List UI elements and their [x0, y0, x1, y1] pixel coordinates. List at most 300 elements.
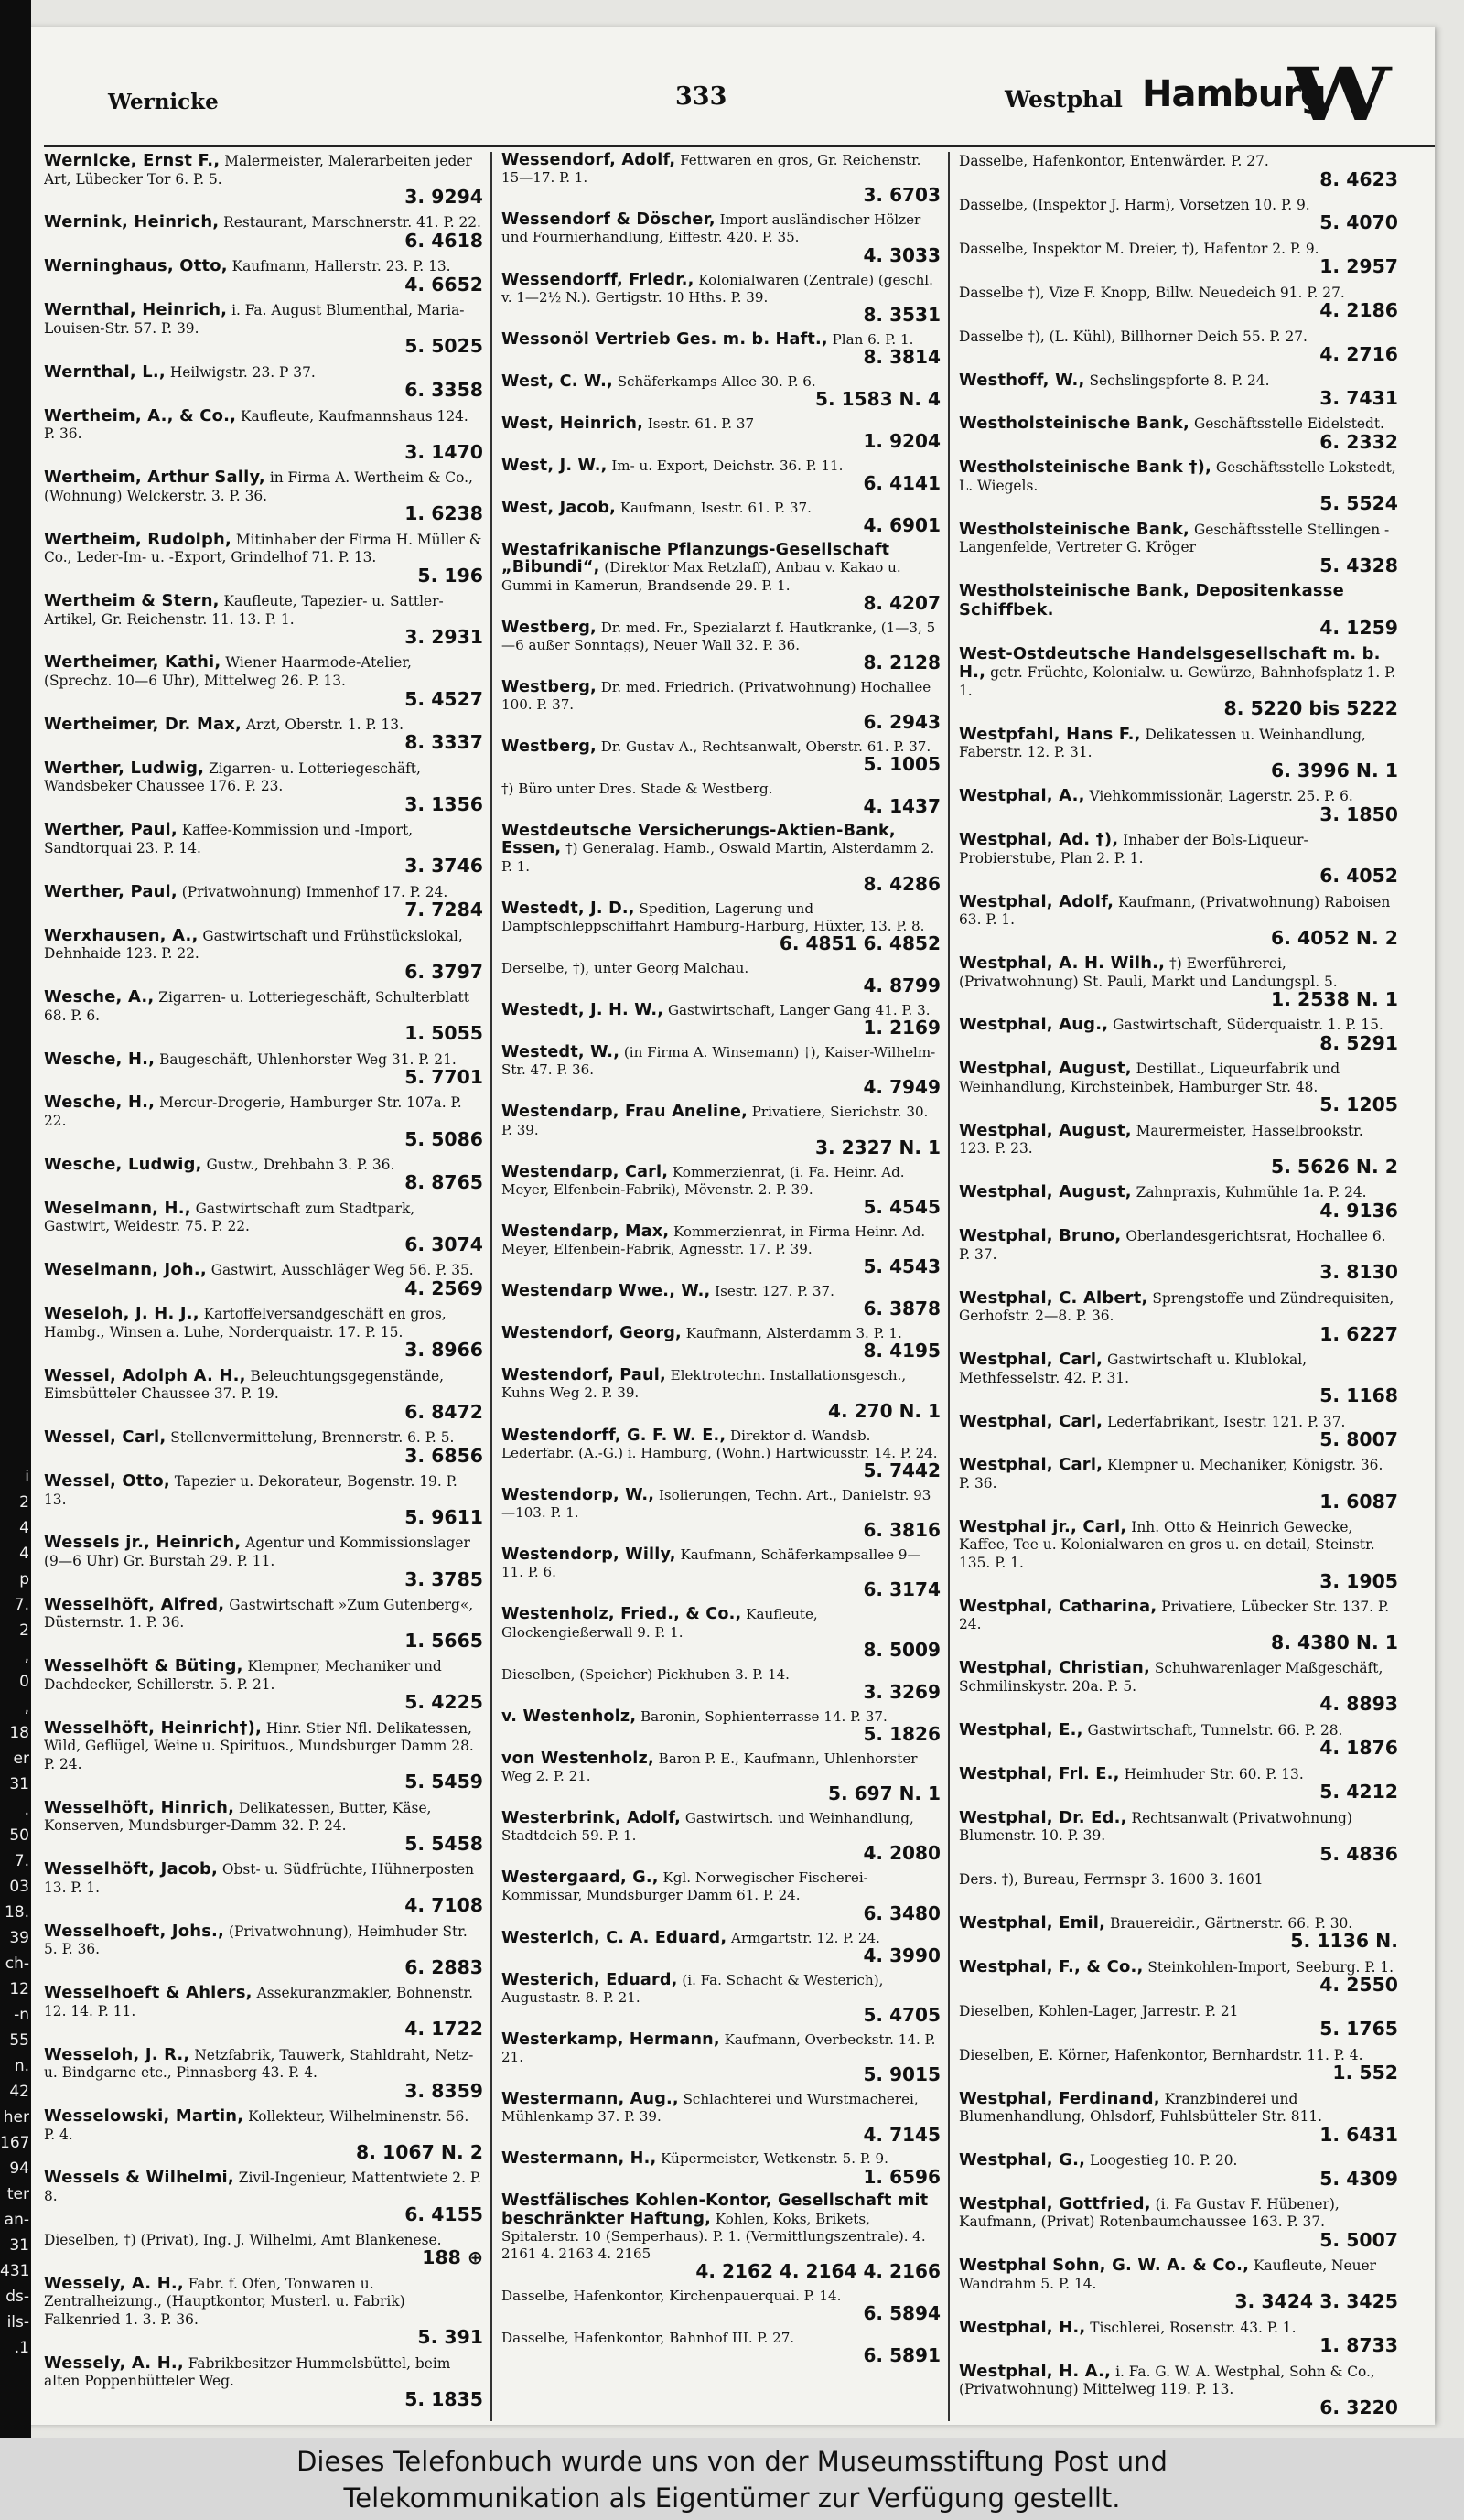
directory-entry — [501, 2330, 941, 2367]
entry-description: Inh. Otto & Heinrich Gewecke, Kaffee, Tee u. Kolonialwaren en gros u. en detail, Steinstr. 135. P. 1. — [959, 1518, 1375, 1571]
directory-entry — [44, 2354, 483, 2409]
directory-entry — [501, 1869, 941, 1922]
entry-phone-number: 3. 2327 N. 1 — [815, 1136, 941, 1158]
directory-entry — [44, 2231, 483, 2267]
entry-phone-number: 8. 4207 — [863, 591, 941, 614]
directory-entry — [501, 1546, 941, 1599]
entry-description: Baugeschäft, Uhlenhorster Weg 31. P. 21. — [159, 1050, 457, 1068]
entry-name: Wertheim & Stern, — [44, 590, 220, 610]
entry-name: West, Heinrich, — [501, 414, 643, 433]
directory-entry — [501, 372, 941, 411]
header-rule — [44, 145, 1435, 147]
entry-description: Oberlandesgerichtsrat, Hochallee 6. P. 37. — [959, 1228, 1386, 1263]
directory-entry — [44, 213, 483, 250]
header-letter: W — [1288, 51, 1392, 137]
entry-description: (Direktor Max Retzlaff), Anbau v. Kakao u. Gummi in Kamerun, Brandsende 29. P. 1. — [501, 559, 901, 594]
margin-fragment: an- — [4, 2211, 29, 2229]
directory-entry — [959, 196, 1398, 232]
directory-entry — [501, 1283, 941, 1318]
entry-phone-number: 5. 7442 — [863, 1459, 941, 1481]
entry-description: Arzt, Oberstr. 1. P. 13. — [245, 716, 404, 733]
entry-phone-number: 6. 2943 — [863, 711, 941, 734]
entry-phone-number: 8. 3337 — [404, 731, 483, 754]
directory-entry — [959, 1809, 1398, 1864]
entry-name: Wernicke, Ernst F., — [44, 152, 221, 170]
entry-phone-number: 5. 697 N. 1 — [828, 1782, 941, 1805]
entry-description: Kaufmann, Overbeckstr. 14. P. 21. — [501, 2030, 936, 2066]
entry-name: Westberg, — [501, 677, 597, 696]
directory-entry — [44, 1093, 483, 1148]
entry-description: (Privatwohnung), Heimhuder Str. 5. P. 36. — [44, 1922, 468, 1958]
entry-name: Westphal, Adolf, — [959, 891, 1114, 911]
entry-description: Gastwirtschaft, Tunnelstr. 66. P. 28. — [1087, 1721, 1343, 1739]
margin-fragment: 2 — [19, 1493, 29, 1512]
directory-entry — [959, 1598, 1398, 1653]
entry-description: Kaufmann, Hallerstr. 23. P. 13. — [231, 258, 451, 275]
entry-phone-number: 1. 6087 — [1319, 1490, 1398, 1513]
entry-phone-number: 5. 4543 — [863, 1255, 941, 1278]
entry-description: Gustw., Drehbahn 3. P. 36. — [206, 1156, 395, 1173]
entry-name: Westafrikanische Pflanzungs-Gesellschaft „Bibundi“, — [501, 541, 890, 577]
directory-entry — [959, 1289, 1398, 1344]
entry-description: in Firma A. Wertheim & Co., (Wohnung) Welckerstr. 3. P. 36. — [44, 469, 473, 504]
entry-phone-number: 5. 1765 — [1319, 2018, 1398, 2041]
entry-description: Kaufmann, Isestr. 61. P. 37. — [619, 500, 812, 517]
entry-description: Fettwaren en gros, Gr. Reichenstr. 15—17. P. 1. — [501, 152, 921, 187]
directory-entry — [44, 531, 483, 586]
entry-description: Armgartstr. 12. P. 24. — [731, 1929, 880, 1946]
entry-name: Wernthal, L., — [44, 361, 166, 382]
entry-phone-number: 3. 8359 — [404, 2079, 483, 2102]
entry-phone-number: 3. 1356 — [404, 792, 483, 815]
entry-description: Kaffee-Kommission und -Import, Sandtorquai 23. P. 14. — [44, 822, 414, 856]
directory-entry — [959, 1227, 1398, 1282]
directory-entry — [959, 2151, 1398, 2188]
entry-description: Dasselbe, Hafenkontor, Entenwärder. P. 27. — [959, 153, 1269, 169]
entry-description: Agentur und Kommissionslager (9—6 Uhr) Gr. Burstah 29. P. 11. — [44, 1535, 470, 1569]
entry-phone-number: 6. 3996 N. 1 — [1271, 759, 1398, 781]
entry-name: Wesche, Ludwig, — [44, 1154, 202, 1174]
margin-fragment: her — [3, 2108, 29, 2127]
entry-description: Kaufleute, Neuer Wandrahm 5. P. 14. — [959, 2257, 1376, 2292]
entry-description: Kaufleute, Tapezier- u. Sattler-Artikel, Gr. Reichenstr. 11. 13. P. 1. — [44, 592, 444, 628]
entry-phone-number: 5. 9015 — [863, 2063, 941, 2086]
entry-name: Werxhausen, A., — [44, 925, 199, 945]
entry-name: Wessonöl Vertrieb Ges. m. b. Haft., — [501, 329, 828, 349]
directory-entry — [501, 823, 941, 893]
entry-name: Westendorp, Willy, — [501, 1545, 676, 1565]
directory-entry — [959, 2195, 1398, 2250]
entry-description: Dasselbe, Inspektor M. Dreier, †), Hafentor 2. P. 9. — [959, 240, 1319, 257]
entry-name: Westphal, August, — [959, 1059, 1132, 1079]
entry-phone-number: 4. 2569 — [404, 1276, 483, 1299]
entry-phone-number: 4. 1259 — [1319, 617, 1398, 640]
directory-entry — [501, 1487, 941, 1540]
entry-description: Dieselben, E. Körner, Hafenkontor, Bernhardstr. 11. P. 4. — [959, 2046, 1363, 2063]
entry-phone-number: 4. 2550 — [1319, 1974, 1398, 1997]
entry-phone-number: 5. 5626 N. 2 — [1271, 1155, 1398, 1178]
directory-entry — [44, 1200, 483, 1255]
entry-name: Westenholz, Fried., & Co., — [501, 1605, 742, 1624]
entry-phone-number: 6. 3358 — [404, 379, 483, 402]
directory-entry — [959, 458, 1398, 513]
entry-phone-number: 8. 2128 — [863, 651, 941, 673]
entry-phone-number: 6. 8472 — [404, 1400, 483, 1423]
entry-description: Brauereidir., Gärtnerstr. 66. P. 30. — [1110, 1914, 1353, 1932]
directory-entry — [501, 331, 941, 366]
margin-fragment: -n — [14, 2006, 29, 2024]
entry-description: Viehkommissionär, Lagerstr. 25. P. 6. — [1089, 788, 1353, 805]
entry-phone-number: 4. 8893 — [1319, 1693, 1398, 1716]
entry-name: Westerich, C. A. Eduard, — [501, 1928, 727, 1947]
directory-entry — [501, 1810, 941, 1863]
directory-entry — [44, 716, 483, 752]
entry-name: Westerbrink, Adolf, — [501, 1809, 682, 1827]
directory-entry — [44, 152, 483, 207]
directory-entry — [44, 883, 483, 920]
directory-entry — [959, 1958, 1398, 1995]
entry-phone-number: 3. 8966 — [404, 1339, 483, 1362]
entry-name: Wesselhöft, Jacob, — [44, 1859, 219, 1879]
entry-phone-number: 8. 4286 — [863, 872, 941, 895]
entry-phone-number: 5. 8007 — [1319, 1428, 1398, 1451]
entry-description: †) Ewerführerei, (Privatwohnung) St. Pauli, Markt und Landungspl. 5. — [959, 954, 1338, 990]
directory-entry — [501, 1164, 941, 1217]
entry-phone-number: 5. 4328 — [1319, 554, 1398, 576]
header-city: Hamburg — [1142, 73, 1326, 115]
directory-entry — [959, 1659, 1398, 1714]
entry-phone-number: 6. 4155 — [404, 2202, 483, 2225]
directory-entry — [501, 152, 941, 205]
entry-name: Wessel, Carl, — [44, 1427, 167, 1448]
entry-description: Kommerzienrat, (i. Fa. Heinr. Ad. Meyer, Elfenbein-Fabrik), Mövenstr. 2. P. 39. — [501, 1163, 905, 1198]
entry-name: Westerkamp, Hermann, — [501, 2030, 720, 2049]
entry-name: Wessely, A. H., — [44, 2353, 184, 2373]
margin-fragment: .1 — [14, 2339, 29, 2357]
entry-phone-number: 6. 3074 — [404, 1233, 483, 1255]
entry-name: Wesselhöft, Heinrich†), — [44, 1718, 262, 1738]
entry-description: Kaufmann, Schäferkampsallee 9—11. P. 6. — [501, 1546, 921, 1581]
directory-entry — [959, 2046, 1398, 2083]
entry-name: Wessel, Adolph A. H., — [44, 1365, 246, 1385]
entry-phone-number: 5. 4309 — [1319, 2167, 1398, 2190]
margin-fragment: n. — [14, 2057, 29, 2075]
directory-entry — [44, 1305, 483, 1360]
directory-entry — [44, 407, 483, 462]
entry-description: Obst- u. Südfrüchte, Hühnerposten 13. P. 1. — [44, 1861, 474, 1896]
entry-phone-number: 4. 2716 — [1319, 343, 1398, 366]
entry-description: Delikatessen u. Weinhandlung, Faberstr. 12. P. 31. — [959, 726, 1366, 761]
entry-phone-number: 1. 6227 — [1319, 1322, 1398, 1345]
margin-fragment: , — [24, 1698, 29, 1717]
entry-description: Schäferkamps Allee 30. P. 6. — [617, 372, 816, 390]
margin-fragment: i — [25, 1468, 29, 1486]
entry-description: Inhaber der Bols-Liqueur-Probierstube, Plan 2. P. 1. — [959, 832, 1308, 867]
entry-description: Klempner, Mechaniker und Dachdecker, Schillerstr. 5. P. 21. — [44, 1658, 442, 1693]
margin-fragment: ils- — [6, 2313, 29, 2332]
entry-name: Wesche, H., — [44, 1049, 156, 1069]
directory-entry — [501, 2192, 941, 2283]
directory-column-3 — [959, 152, 1398, 2421]
entry-description: Elektrotechn. Installationsgesch., Kuhns Weg 2. P. 39. — [501, 1367, 907, 1402]
entry-description: getr. Früchte, Kolonialw. u. Gewürze, Bahnhofsplatz 1. P. 1. — [959, 664, 1396, 699]
directory-entry — [959, 726, 1398, 781]
entry-phone-number: 1. 2169 — [863, 1017, 941, 1039]
entry-phone-number: 6. 3878 — [863, 1298, 941, 1320]
directory-entry — [44, 1799, 483, 1854]
entry-phone-number: 6. 4052 — [1319, 865, 1398, 888]
entry-description: Kohlen, Koks, Brikets, Spitalerstr. 10 (Semperhaus). P. 1. (Vermittlungszentrale). 4. 2161 4. 2163 4. 2165 — [501, 2210, 926, 2263]
entry-name: Wessel, Otto, — [44, 1470, 170, 1491]
margin-fragment: 03 — [9, 1878, 29, 1896]
entry-name: Westendarp, Frau Aneline, — [501, 1103, 748, 1122]
entry-description: Gastwirtschaft zum Stadtpark, Gastwirt, Weidestr. 75. P. 22. — [44, 1200, 415, 1235]
directory-entry — [44, 2169, 483, 2224]
entry-name: Westendorff, G. F. W. E., — [501, 1426, 727, 1445]
directory-entry — [44, 821, 483, 876]
directory-entry — [501, 900, 941, 953]
directory-entry — [501, 542, 941, 612]
entry-name: Westphal, August, — [959, 1120, 1132, 1140]
entry-description: Wiener Haarmode-Atelier, (Sprechz. 10—6 Uhr), Mittelweg 26. P. 13. — [44, 654, 412, 689]
entry-name: Westendorp, W., — [501, 1485, 655, 1504]
directory-entry — [959, 2319, 1398, 2355]
entry-phone-number: 1. 552 — [1332, 2062, 1398, 2084]
entry-description: Privatiere, Lübecker Str. 137. P. 24. — [959, 1598, 1390, 1633]
entry-name: Wessendorf & Döscher, — [501, 210, 716, 230]
directory-entry — [959, 1721, 1398, 1758]
entry-name: Westphal jr., Carl, — [959, 1516, 1127, 1536]
entry-description: Kolonialwaren (Zentrale) (geschl. v. 1—2½ N.). Gertigstr. 10 Hths. P. 39. — [501, 271, 933, 306]
entry-description: Geschäftsstelle Eidelstedt. — [1193, 415, 1384, 433]
entry-description: Gastwirtschaft u. Klublokal, Methfesselstr. 42. P. 31. — [959, 1352, 1308, 1386]
entry-name: von Westenholz, — [501, 1749, 654, 1768]
entry-phone-number: 5. 196 — [417, 564, 483, 587]
entry-description: Kgl. Norwegischer Fischerei-Kommissar, Mundsburger Damm 61. P. 24. — [501, 1869, 868, 1904]
entry-name: Westphal, Christian, — [959, 1658, 1150, 1678]
directory-entry — [959, 2363, 1398, 2418]
entry-description: Geschäftsstelle Lokstedt, L. Wiegels. — [959, 459, 1396, 494]
directory-entry — [44, 1261, 483, 1298]
entry-description: Kaufmann, Alsterdamm 3. P. 1. — [685, 1325, 902, 1342]
margin-fragment: 55 — [9, 2031, 29, 2050]
margin-fragment: . — [24, 1801, 29, 1819]
entry-name: West, C. W., — [501, 372, 613, 391]
entry-phone-number: 6. 3816 — [863, 1519, 941, 1542]
directory-entry — [44, 1860, 483, 1915]
directory-entry — [959, 787, 1398, 824]
entry-phone-number: 6. 3220 — [1319, 2396, 1398, 2418]
entry-phone-number: 4. 2080 — [863, 1842, 941, 1865]
entry-name: Westphal, Dr. Ed., — [959, 1807, 1127, 1827]
entry-description: Mercur-Drogerie, Hamburger Str. 107a. P. 22. — [44, 1094, 462, 1129]
entry-phone-number: 3. 8130 — [1319, 1261, 1398, 1284]
entry-description: Küpermeister, Wetkenstr. 5. P. 9. — [661, 2150, 888, 2168]
directory-entry — [501, 1104, 941, 1157]
directory-entry — [44, 1156, 483, 1192]
directory-entry — [959, 1518, 1398, 1590]
margin-fragment: 4 — [19, 1545, 29, 1563]
entry-name: Wessendorf, Adolf, — [501, 152, 676, 169]
entry-description: Mitinhaber der Firma H. Müller & Co., Leder-Im- u. -Export, Grindelhof 71. P. 13. — [44, 531, 482, 566]
scan-binding-edge — [0, 0, 31, 2438]
entry-name: Weselmann, H., — [44, 1198, 191, 1218]
entry-phone-number: 5. 5524 — [1319, 492, 1398, 515]
entry-description: Gastwirtschaft »Zum Gutenberg«, Düsternstr. 1. P. 36. — [44, 1596, 474, 1632]
entry-phone-number: 3. 3424 3. 3425 — [1234, 2290, 1398, 2313]
entry-description: Fabrikbesitzer Hummelsbüttel, beim alten Poppenbütteler Weg. — [44, 2354, 451, 2390]
margin-fragments — [0, 1464, 31, 2361]
entry-description: Fabr. f. Ofen, Tonwaren u. Zentralheizung., (Hauptkontor, Musterl. u. Fabrik) Falkenried 1. 3. P. 36. — [44, 2275, 405, 2328]
entry-phone-number: 6. 3174 — [863, 1578, 941, 1601]
entry-name: Wesche, H., — [44, 1093, 156, 1113]
entry-phone-number: 5. 1205 — [1319, 1093, 1398, 1116]
directory-entry — [959, 1016, 1398, 1052]
entry-name: Wessely, A. H., — [44, 2273, 184, 2293]
directory-entry — [501, 414, 941, 453]
directory-entry — [959, 1870, 1398, 1907]
directory-entry — [44, 301, 483, 356]
directory-entry — [959, 372, 1398, 408]
entry-description: Hinr. Stier Nfl. Delikatessen, Wild, Geflügel, Weine u. Spirituos., Mundsburger Damm 28. P. 24. — [44, 1719, 474, 1772]
entry-description: Baronin, Sophienterrasse 14. P. 37. — [640, 1707, 888, 1725]
margin-fragment: 39 — [9, 1929, 29, 1947]
entry-phone-number: 5. 1583 N. 4 — [815, 388, 941, 411]
entry-description: Im- u. Export, Deichstr. 36. P. 11. — [611, 457, 844, 474]
directory-entry — [44, 988, 483, 1043]
entry-phone-number: 6. 5891 — [863, 2344, 941, 2367]
entry-description: Gastwirtschaft, Langer Gang 41. P. 3. — [667, 1002, 931, 1019]
entry-phone-number: 4. 2162 4. 2164 4. 2166 — [695, 2260, 941, 2283]
entry-phone-number: 8. 3531 — [863, 303, 941, 326]
entry-phone-number: 4. 3990 — [863, 1944, 941, 1966]
entry-description: i. Fa. G. W. A. Westphal, Sohn & Co., (Privatwohnung) Mittelweg 119. P. 13. — [959, 2363, 1375, 2398]
entry-phone-number: 5. 391 — [417, 2326, 483, 2349]
entry-phone-number: 4. 270 N. 1 — [828, 1399, 941, 1422]
directory-entry — [959, 1914, 1398, 1951]
directory-entry — [501, 619, 941, 673]
entry-name: Wesselhöft, Hinrich, — [44, 1797, 235, 1817]
directory-entry — [959, 2256, 1398, 2311]
entry-name: Westphal, F., & Co., — [959, 1956, 1144, 1976]
directory-entry — [501, 1223, 941, 1276]
entry-phone-number: 4. 1876 — [1319, 1737, 1398, 1760]
entry-phone-number: 6. 4052 N. 2 — [1271, 926, 1398, 949]
entry-name: Westphal, H. A., — [959, 2361, 1112, 2381]
entry-description: Klempner u. Mechaniker, Königstr. 36. P. 36. — [959, 1457, 1383, 1492]
directory-entry — [44, 1472, 483, 1527]
entry-name: Westphal, A., — [959, 786, 1085, 806]
entry-name: Westedt, W., — [501, 1043, 620, 1062]
margin-fragment: er — [13, 1750, 29, 1768]
directory-entry — [44, 759, 483, 814]
margin-fragment: 167 — [0, 2134, 30, 2152]
margin-fragment: 94 — [9, 2159, 29, 2178]
entry-phone-number: 1. 8733 — [1319, 2334, 1398, 2357]
entry-description: Kollekteur, Wilhelminenstr. 56. P. 4. — [44, 2108, 469, 2143]
entry-name: Westphal, Bruno, — [959, 1226, 1122, 1246]
entry-name: Weseloh, J. H. J., — [44, 1304, 199, 1324]
entry-description: Dasselbe, Hafenkontor, Kirchenpauerquai. P. 14. — [501, 2288, 842, 2305]
entry-name: Westphal Sohn, G. W. A. & Co., — [959, 2256, 1250, 2276]
entry-name: West, Jacob, — [501, 499, 617, 518]
entry-phone-number: 5. 7701 — [404, 1066, 483, 1089]
entry-name: Westphal, A. H. Wilh., — [959, 953, 1166, 973]
entry-description: Dr. med. Friedrich. (Privatwohnung) Hochallee 100. P. 37. — [501, 678, 931, 714]
directory-entry — [44, 2275, 483, 2347]
entry-phone-number: 7. 7284 — [404, 899, 483, 921]
entry-name: Westedt, J. D., — [501, 899, 635, 918]
entry-description: Derselbe, †), unter Georg Malchau. — [501, 959, 749, 976]
entry-phone-number: 8. 1067 N. 2 — [356, 2141, 483, 2164]
entry-name: Westedt, J. H. W., — [501, 1001, 664, 1020]
entry-name: Westphal, Gottfried, — [959, 2193, 1151, 2213]
entry-phone-number: 5. 1136 N. — [1290, 1930, 1398, 1953]
entry-name: Westphal, E., — [959, 1719, 1083, 1739]
entry-name: Wesche, A., — [44, 987, 155, 1007]
entry-description: Isestr. 127. P. 37. — [715, 1283, 834, 1300]
entry-phone-number: 5. 1826 — [863, 1722, 941, 1745]
margin-fragment: 31 — [9, 1775, 29, 1793]
entry-phone-number: 5. 1005 — [863, 753, 941, 776]
entry-phone-number: 3. 6703 — [863, 184, 941, 207]
entry-name: Westphal, H., — [959, 2317, 1086, 2337]
entry-phone-number: 3. 3785 — [404, 1567, 483, 1590]
directory-entry — [501, 1606, 941, 1659]
entry-description: Dasselbe, Hafenkontor, Bahnhof III. P. 27. — [501, 2330, 795, 2347]
directory-entry — [501, 2091, 941, 2144]
directory-entry — [959, 328, 1398, 364]
entry-phone-number: 1. 2538 N. 1 — [1271, 988, 1398, 1011]
entry-name: Wesselowski, Martin, — [44, 2106, 244, 2127]
entry-name: Westermann, H., — [501, 2149, 657, 2169]
entry-name: Weselmann, Joh., — [44, 1260, 207, 1280]
entry-description: Spedition, Lagerung und Dampfschleppschiffahrt Hamburg-Harburg, Hüxter, 13. P. 8. — [501, 899, 925, 934]
entry-phone-number: 3. 3269 — [863, 1680, 941, 1703]
footer-line-2: Telekommunikation als Eigentümer zur Verfügung gestellt. — [343, 2482, 1121, 2514]
directory-entry — [959, 284, 1398, 320]
entry-phone-number: 5. 5007 — [1319, 2229, 1398, 2252]
entry-description: Zahnpraxis, Kuhmühle 1a. P. 24. — [1136, 1184, 1367, 1201]
entry-phone-number: 3. 1850 — [1319, 802, 1398, 825]
entry-description: Assekuranzmakler, Bohnenstr. 12. 14. P. 11. — [44, 1985, 474, 2019]
entry-phone-number: 1. 2957 — [1319, 255, 1398, 278]
entry-description: Schlachterei und Wurstmacherei, Mühlenkamp 37. P. 39. — [501, 2091, 919, 2126]
directory-entry — [501, 211, 941, 264]
margin-fragment: 18. — [4, 1903, 29, 1922]
directory-entry — [501, 2149, 941, 2188]
entry-description: Rechtsanwalt (Privatwohnung) Blumenstr. 10. P. 39. — [959, 1809, 1352, 1845]
footer-line-1: Dieses Telefonbuch wurde uns von der Museumsstiftung Post und — [296, 2446, 1168, 2477]
entry-description: Dr. Gustav A., Rechtsanwalt, Oberstr. 61. P. 37. — [600, 738, 931, 756]
directory-column-1 — [44, 152, 483, 2421]
directory-column-2 — [501, 152, 941, 2421]
entry-description: Kaufmann, (Privatwohnung) Raboisen 63. P. 1. — [959, 893, 1391, 929]
entry-description: Dieselben, Kohlen-Lager, Jarrestr. P. 21 — [959, 2002, 1239, 2019]
entry-name: Westphal, Carl, — [959, 1350, 1103, 1370]
entry-description: Privatiere, Sierichstr. 30. P. 39. — [501, 1104, 929, 1138]
entry-name: Westendorf, Georg, — [501, 1324, 682, 1343]
entry-name: Westphal, Carl, — [959, 1411, 1103, 1431]
entry-phone-number: 1. 6596 — [863, 2165, 941, 2188]
directory-entry — [501, 272, 941, 325]
entry-description: Tapezier u. Dekorateur, Bogenstr. 19. P. 13. — [44, 1472, 458, 1508]
entry-name: Westermann, Aug., — [501, 2090, 679, 2109]
entry-name: Westphal, Ad. †), — [959, 830, 1119, 850]
entry-phone-number: 3. 3746 — [404, 855, 483, 878]
entry-phone-number: 4. 1437 — [863, 795, 941, 818]
entry-description: Restaurant, Marschnerstr. 41. P. 22. — [223, 214, 481, 232]
